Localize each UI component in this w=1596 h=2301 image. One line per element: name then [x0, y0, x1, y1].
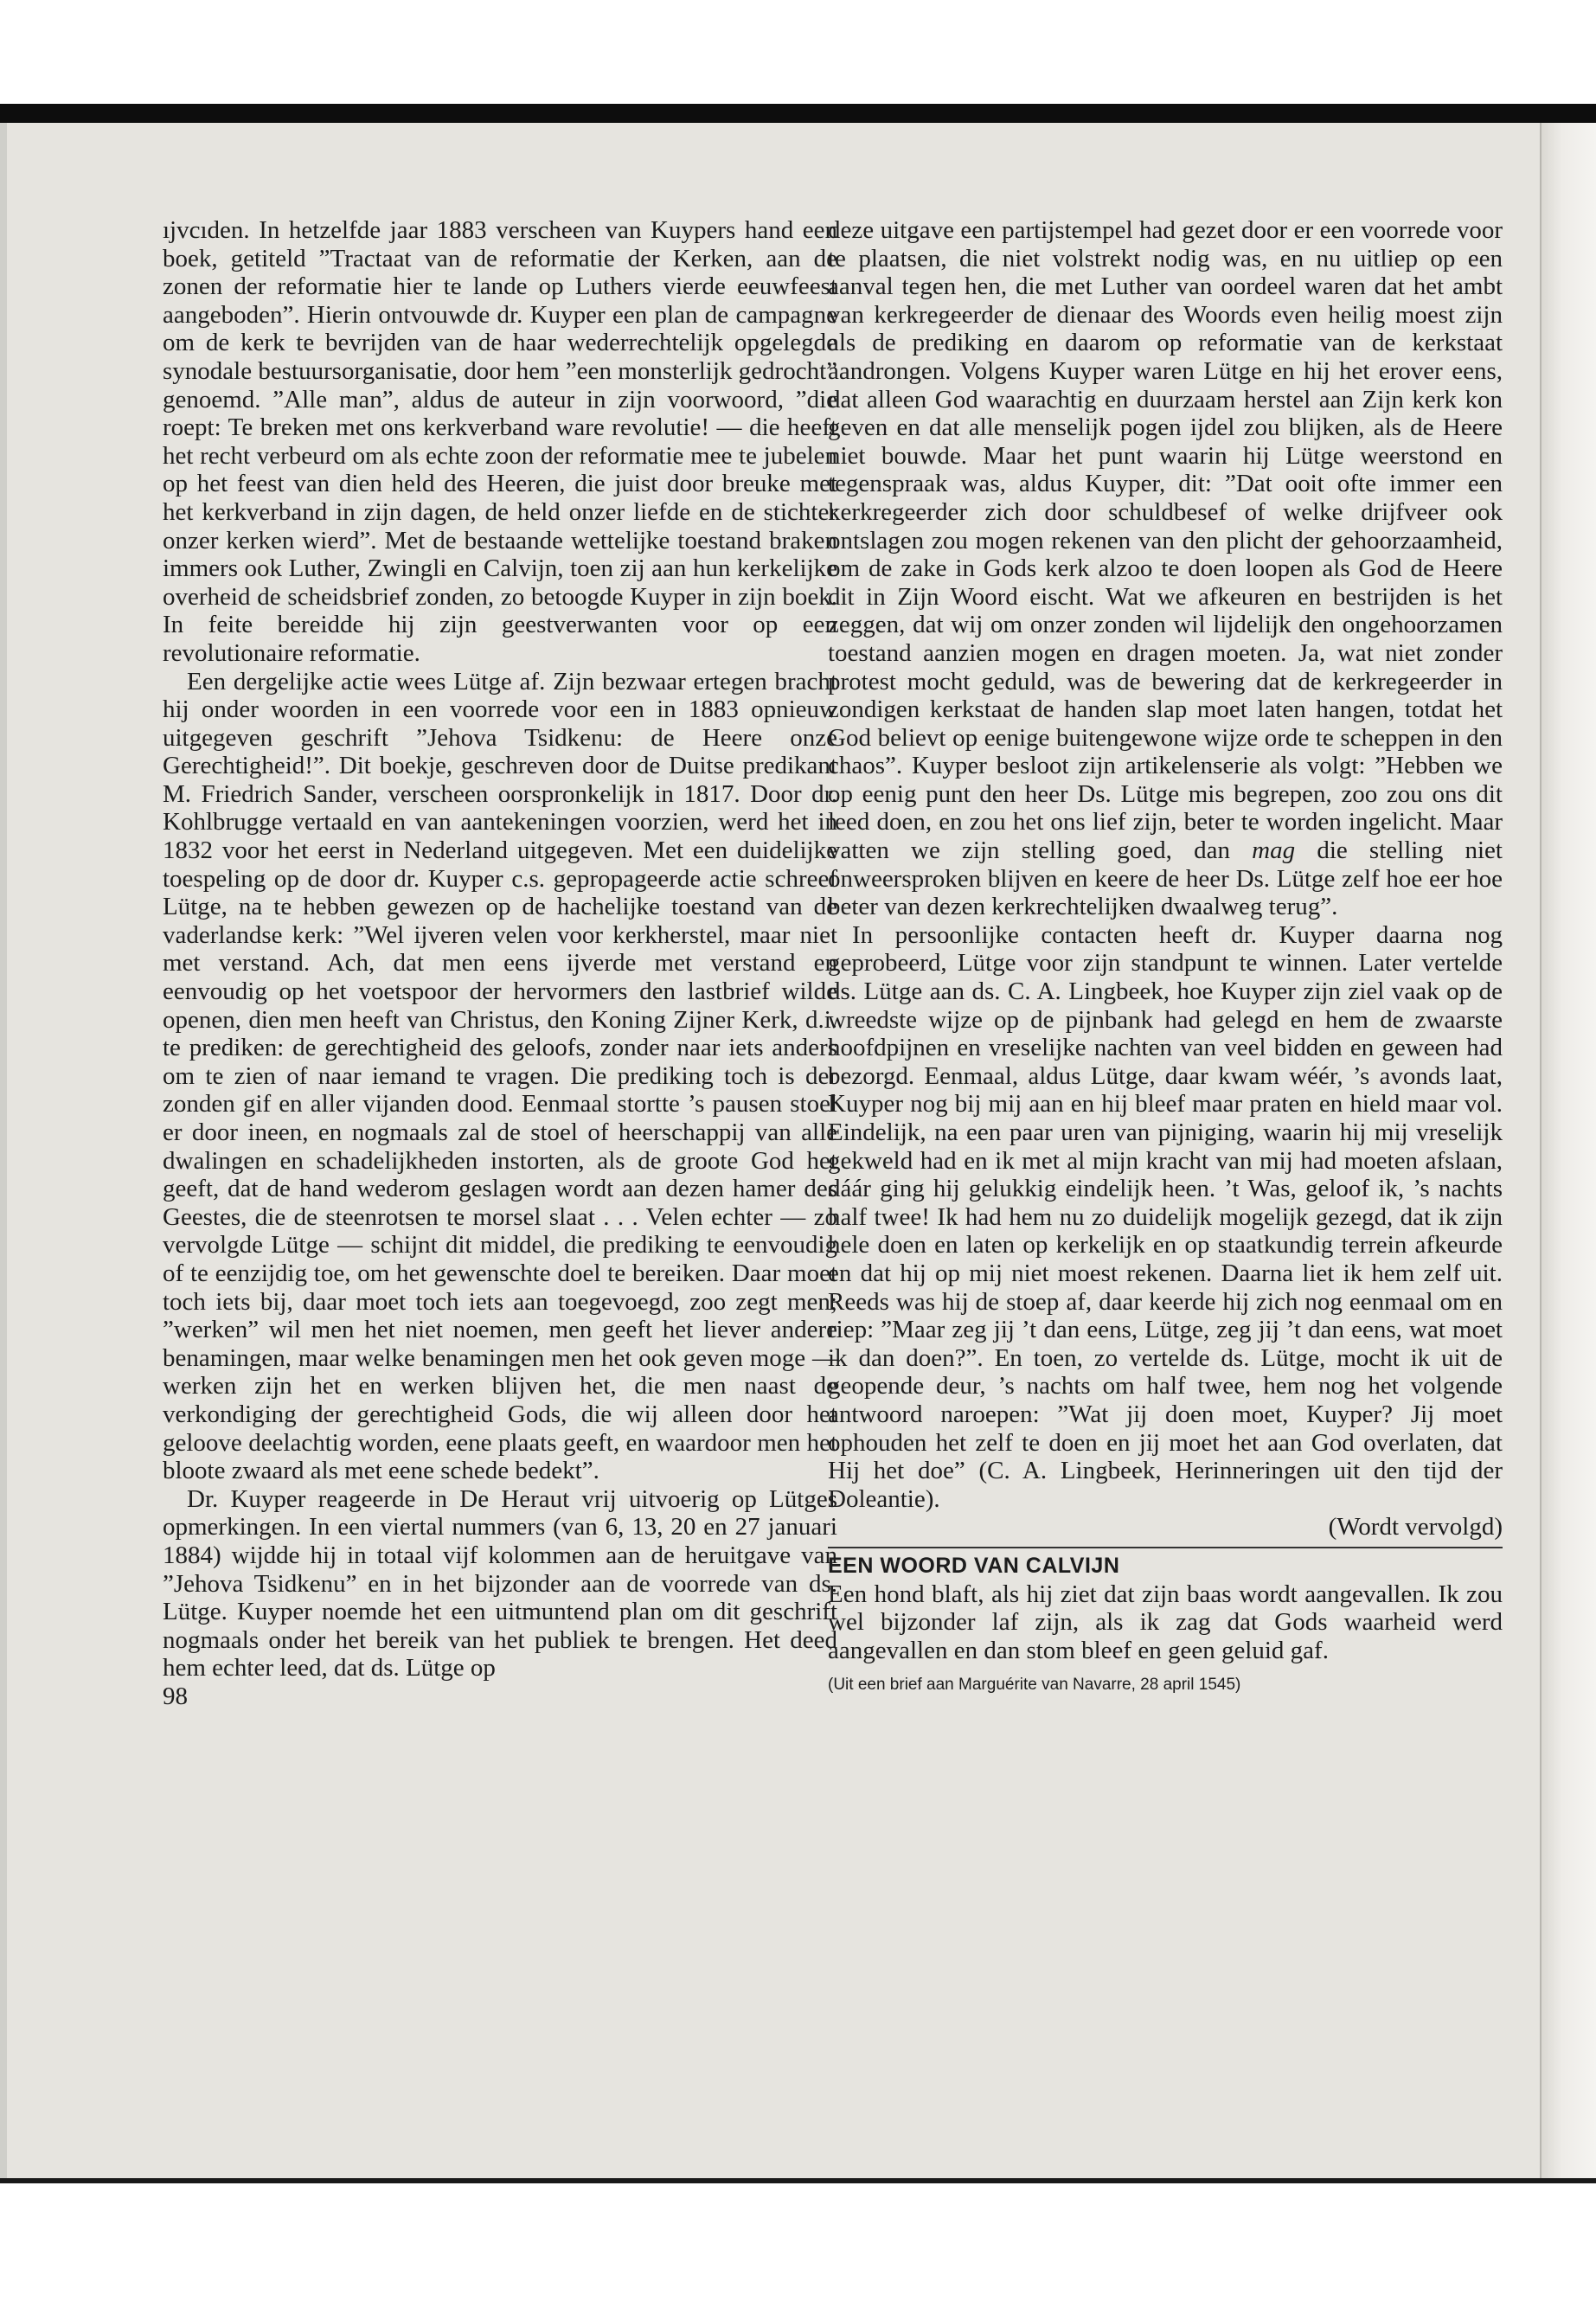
quote: Een hond blaft, als hij ziet dat zijn baas wordt aangevallen. Ik zou wel bijzonder laf zijn, als ik zag dat Gods waarheid werd aangevallen en dan stom bleef en geen geluid gaf.: [828, 1580, 1503, 1664]
section-heading: EEN WOORD VAN CALVIJN: [828, 1547, 1503, 1580]
quote-source: (Uit een brief aan Marguérite van Navarre, 28 april 1545): [828, 1676, 1241, 1695]
paragraph-text: die stelling niet onweersproken blijven en keere de heer Ds. Lütge zelf hoe eer hoe beter van dezen kerkrechtelijken dwaalweg terug”.: [828, 836, 1503, 921]
emphasis: mag: [1252, 836, 1296, 865]
paragraph: ıjvcıden. In hetzelfde jaar 1883 verscheen van Kuypers hand een boek, getiteld ”Tractaat van de reformatie der Kerken, aan de zonen der reformatie hier te lande op Luthers vierde eeuwfeest aangeboden”. Hierin ontvouwde dr. Kuyper een plan de campagne om de kerk te bevrijden van de haar wederrechtelijk opgelegde synodale bestuursorganisatie, door hem ”een monsterlijk gedrocht” genoemd. ”Alle man”, aldus de auteur in zijn voorwoord, ”die roept: Te breken met ons kerkverband ware revolutie! — die heeft het recht verbeurd om als echte zoon der reformatie mee te jubelen op het feest van dien held des Heeren, die juist door breuke met het kerkverband in zijn dagen, de held onzer liefde en de stichter onzer kerken wierd”. Met de bestaande wettelijke toestand braken immers ook Luther, Zwingli en Calvijn, toen zij aan hun kerkelijke overheid de scheidsbrief zonden, zo betoogde Kuyper in zijn boek. In feite bereidde hij zijn geestverwanten voor op een revolutionaire reformatie.: [163, 216, 837, 667]
continued-note: (Wordt vervolgd): [1328, 1513, 1503, 1541]
page-edge-line: [1540, 123, 1542, 2178]
right-column: [828, 216, 1503, 1700]
page-stack-edge: [1540, 123, 1596, 2178]
scan-border-top: [0, 104, 1596, 123]
left-column: [163, 216, 837, 1710]
paragraph-text: deze uitgave een partijstempel had gezet door er een voorrede voor te plaatsen, die niet volstrekt nodig was, en nu uitliep op een aanval tegen hen, die met Luther van oordeel waren dat het ambt van kerkregeerder de dienaar des Woords even heilig moest zijn als de prediking en daarom op reformatie van de kerkstaat aandrongen. Volgens Kuyper waren Lütge en hij het erover eens, dat alleen God waarachtig en duurzaam herstel aan Zijn kerk kon geven en dat alle menselijk pogen ijdel zou blijken, als de Heere niet bouwde. Maar het punt waarin hij Lütge weerstond en tegenspraak was, aldus Kuyper, dit: ”Dat ooit ofte immer een kerkregeerder zich door schuldbesef of welke drijfveer ook ontslagen zou mogen rekenen van den plicht der gehoorzaamheid, om de zake in Gods kerk alzoo te doen loopen als God de Heere dit in Zijn Woord eischt. Wat we afkeuren en bestrijden is het zeggen, dat wij om onzer zonden wil lijdelijk den ongehoorzamen toestand aanzien mogen en dragen moeten. Ja, wat niet zonder protest mocht geduld, was de bewering dat de kerkregeerder in zondigen kerkstaat de handen slap moet laten hangen, totdat het God believt op eenige buitengewone wijze orde te scheppen in den chaos”. Kuyper besloot zijn artikelenserie als volgt: ”Hebben we op eenig punt den heer Ds. Lütge mis begrepen, zoo zou ons dit leed doen, en zou het ons lief zijn, beter te worden ingelicht. Maar vatten we zijn stelling goed, dan: [828, 216, 1503, 865]
paragraph: In persoonlijke contacten heeft dr. Kuyper daarna nog geprobeerd, Lütge voor zijn standpunt te winnen. Later vertelde ds. Lütge aan ds. C. A. Lingbeek, hoe Kuyper zijn ziel vaak op de wreedste wijze op de pijnbank had gelegd en hem de zwaarste hoofdpijnen en vreselijke nachten van veel bidden en geween had bezorgd. Eenmaal, aldus Lütge, daar kwam wéér, ’s avonds laat, Kuyper nog bij mij aan en hij bleef maar praten en hield maar vol. Eindelijk, na een paar uren van pijniging, waarin hij mij vreselijk gekweld had en ik met al mijn kracht van mij had moeten afslaan, dáár ging hij gelukkig eindelijk heen. ’t Was, geloof ik, ’s nachts half twee! Ik had hem nu zo duidelijk mogelijk gezegd, dat ik zijn hele doen en laten op kerkelijk en op staatkundig terrein afkeurde en dat hij op mij niet moest rekenen. Daarna liet ik hem zelf uit. Reeds was hij de stoep af, daar keerde hij zich nog eenmaal om en riep: ”Maar zeg jij ’t dan eens, Lütge, zeg jij ’t dan eens, wat moet ik dan doen?”. En toen, zo vertelde ds. Lütge, mocht ik uit de geopende deur, ’s nachts om half twee, hem nog het volgende antwoord naroepen: ”Wat jij doen moet, Kuyper? Jij moet ophouden het zelf te doen en jij moet het aan God overlaten, dat Hij het doe” (C. A. Lingbeek, Herinneringen uit den tijd der Doleantie).: [828, 920, 1503, 1513]
paragraph: [828, 216, 1503, 921]
scan-edge-left: [0, 123, 7, 2178]
page-number: 98: [163, 1682, 188, 1710]
scan-border-bottom: [0, 2178, 1596, 2183]
paragraph: Dr. Kuyper reageerde in De Heraut vrij uitvoerig op Lütges opmerkingen. In een viertal nummers (van 6, 13, 20 en 27 januari 1884) wijdde hij in totaal vijf kolommen aan de heruitgave van ”Jehova Tsidkenu” en in het bijzonder aan de voorrede van ds. Lütge. Kuyper noemde het een uitmuntend plan om dit geschrift nogmaals onder het bereik van het publiek te brengen. Het deed hem echter leed, dat ds. Lütge op: [163, 1484, 837, 1682]
paragraph: Een dergelijke actie wees Lütge af. Zijn bezwaar ertegen bracht hij onder woorden in een voorrede voor een in 1883 opnieuw uitgegeven geschrift ”Jehova Tsidkenu: de Heere onze Gerechtigheid!”. Dit boekje, geschreven door de Duitse predikant M. Friedrich Sander, verscheen oorspronkelijk in 1817. Door dr. Kohlbrugge vertaald en van aantekeningen voorzien, werd het in 1832 voor het eerst in Nederland uitgegeven. Met een duidelijke toespeling op de door dr. Kuyper c.s. gepropageerde actie schreef Lütge, na te hebben gewezen op de hachelijke toestand van de vaderlandse kerk: ”Wel ijveren velen voor kerkherstel, maar niet met verstand. Ach, dat men eens ijverde met verstand en eenvoudig op het voetspoor der hervormers den lastbrief wilde openen, dien men heeft van Christus, den Koning Zijner Kerk, d.i. te prediken: de gerechtigheid des geloofs, zonder naar iets anders om te zien of naar iemand te vragen. Die prediking toch is der zonden gif en aller vijanden dood. Eenmaal stortte ’s pausen stoel er door ineen, en nogmaals zal de stoel of heerschappij van alle dwalingen en schadelijkheden instorten, als de groote God het geeft, dat de hand wederom geslagen wordt aan dezen hamer des Geestes, die de steenrotsen te morsel slaat . . . Velen echter — zo vervolgde Lütge — schijnt dit middel, die prediking te eenvoudig of te eenzijdig toe, om het gewenschte doel te bereiken. Daar moet toch iets bij, daar moet toch iets aan toegevoegd, zoo zegt men; ”werken” wil men het niet noemen, men geeft het liever andere benamingen, maar welke benamingen men het ook geven moge — werken zijn het en werken blijven het, die men naast de verkondiging der gerechtigheid Gods, die wij alleen door het geloove deelachtig worden, eene plaats geeft, en waardoor men het bloote zwaard als met eene schede bedekt”.: [163, 667, 837, 1485]
